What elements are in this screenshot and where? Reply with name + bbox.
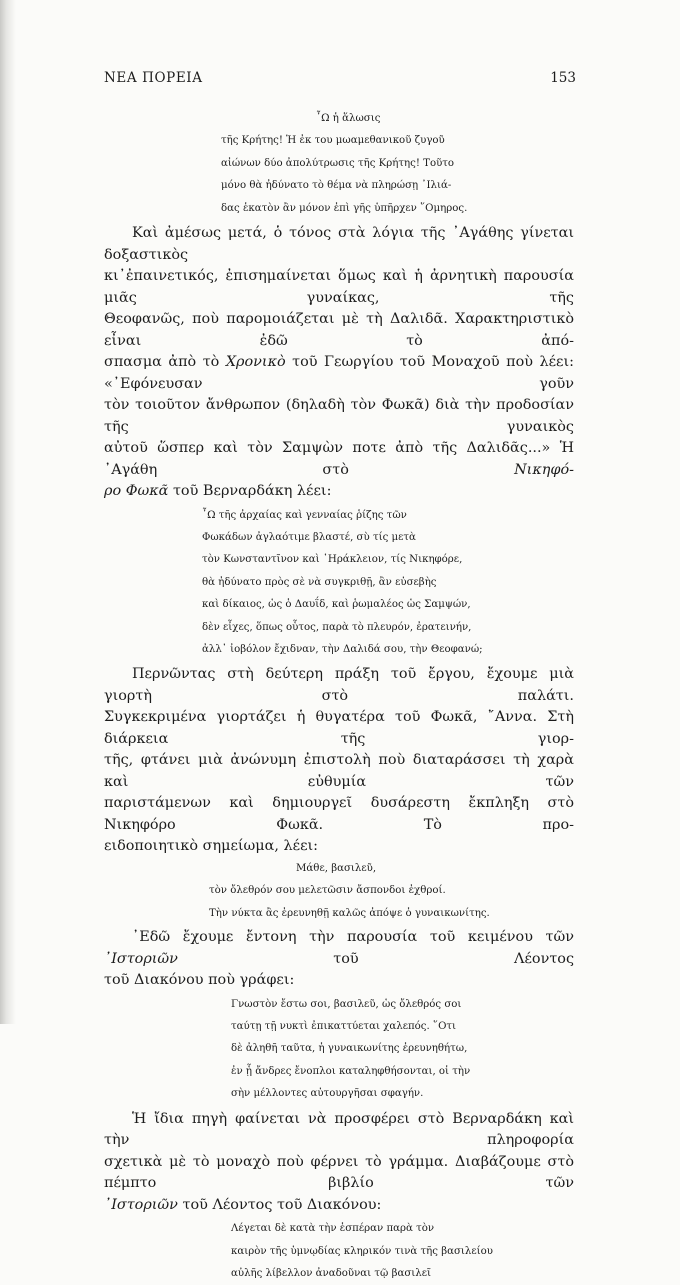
text-segment: παριστάμενων καὶ δημιουργεῖ δυσάρεστη ἔκπληξη στὸ Νικηφόρο Φωκᾶ. Τὸ προ- xyxy=(104,795,574,833)
paragraph-same-source xyxy=(104,1109,574,1217)
page-header xyxy=(104,70,576,90)
quote-verse-3 xyxy=(104,858,574,925)
prose-line xyxy=(104,223,574,266)
verse-line: Τὴν νύκτα ἂς ἐρευνηθῇ καλῶς ἀπόψε ὁ γυναικωνίτης. xyxy=(209,907,490,919)
italic-title: ρο Φωκᾶ xyxy=(104,483,169,500)
text-segment: Περνῶντας στὴ δεύτερη πράξη τοῦ ἔργου, ἔχουμε μιὰ γιορτὴ στὸ παλάτι. xyxy=(104,666,574,704)
text-segment: Θεοφανῶς, ποὺ παρομοιάζεται μὲ τὴ Δαλιδᾶ. Χαρακτηριστικὸ εἶναι ἐδῶ τὸ ἀπό- xyxy=(104,311,574,349)
text-segment: τὸν τοιοῦτον ἄνθρωπον (δηλαδὴ τὸν Φωκᾶ) διὰ τὴν προδοσίαν τῆς γυναικὸς xyxy=(104,397,574,435)
prose-line xyxy=(104,352,574,395)
prose-line xyxy=(104,266,574,309)
page-body xyxy=(104,108,574,1285)
verse-line: δὲ ἀληθῆ ταῦτα, ἡ γυναικωνίτης ἐρευνηθήτω, xyxy=(231,1043,468,1055)
paragraph-agathi xyxy=(104,223,574,503)
prose-line xyxy=(104,481,574,503)
verse-line: μόνο θὰ ἠδύνατο τὸ θέμα νὰ πληρώσῃ ᾽Ιλιά- xyxy=(221,180,452,192)
paragraph-leo-deacon xyxy=(104,927,574,992)
verse-line: καὶ δίκαιος, ὡς ὁ Δαυΐδ, καὶ ῥωμαλέος ὡς Σαμψών, xyxy=(202,599,471,611)
verse-line: Λέγεται δὲ κατὰ τὴν ἑσπέραν παρὰ τὸν xyxy=(231,1223,435,1235)
quote-verse-5 xyxy=(104,1218,574,1285)
page-number: 153 xyxy=(550,70,576,86)
verse-line: ἐν ᾗ ἄνδρες ἔνοπλοι καταληφθήσονται, οἱ τὴν xyxy=(231,1065,471,1077)
text-segment: τοῦ Βερναρδάκη λέει: xyxy=(168,483,332,500)
prose-line xyxy=(104,664,574,707)
verse-line: τὸν Κωνσταντῖνον καὶ ῾Ηράκλειον, τίς Νικηφόρε, xyxy=(202,554,463,566)
quote-verse-2 xyxy=(104,505,574,662)
italic-title: Χρονικὸ xyxy=(225,354,286,371)
verse-line: ῏Ω τῆς ἀρχαίας καὶ γενναίας ῥίζης τῶν xyxy=(202,509,407,521)
verse-line: ταύτῃ τῇ νυκτὶ ἐπικαττύεται χαλεπός. ῞Οτι xyxy=(231,1021,457,1032)
quote-verse-1 xyxy=(104,108,574,220)
quote-verse-4 xyxy=(104,994,574,1106)
verse-line: αὐλῆς λίβελλον ἀναδοῦναι τῷ βασιλεῖ xyxy=(231,1267,432,1279)
prose-line xyxy=(104,1152,574,1195)
text-segment: ᾽Εδῶ ἔχουμε ἔντονη τὴν παρουσία τοῦ κειμένου τῶν xyxy=(132,929,574,946)
text-segment: Ἡ ἴδια πηγὴ φαίνεται νὰ προσφέρει στὸ Βερναρδάκη καὶ τὴν πληροφορία xyxy=(104,1110,574,1149)
prose-line xyxy=(104,750,574,793)
verse-line: θὰ ἠδύνατο πρὸς σὲ νὰ συγκριθῇ, ἂν εὐσεβὴς xyxy=(202,576,437,588)
verse-line: αἰώνων δύο ἀπολύτρωσις τῆς Κρήτης! Τοῦτο xyxy=(221,157,455,169)
text-segment: τοῦ Γεωργίου τοῦ Μοναχοῦ ποὺ λέει: «᾽Εφόνευσαν γοῦν xyxy=(104,354,574,392)
prose-line xyxy=(104,927,574,970)
text-segment: αὐτοῦ ὥσπερ καὶ τὸν Σαμψὼν ποτε ἀπὸ τῆς Δαλιδᾶς...» Ἡ ᾽Αγάθη στὸ xyxy=(104,440,574,478)
prose-line xyxy=(104,970,574,992)
text-segment: τοῦ Λέοντος xyxy=(177,950,574,967)
text-segment: σπασμα ἀπὸ τὸ xyxy=(104,354,226,371)
verse-line: καιρὸν τῆς ὑμνῳδίας κληρικόν τινὰ τῆς βασιλείου xyxy=(231,1245,493,1257)
prose-line xyxy=(104,438,574,481)
paragraph-second-act xyxy=(104,664,574,858)
prose-line xyxy=(104,836,574,858)
verse-line: ῏Ω ἡ ἅλωσις xyxy=(316,113,381,124)
text-segment: Συγκεκριμένα γιορτάζει ἡ θυγατέρα τοῦ Φωκᾶ, ῎Αννα. Στὴ διάρκεια τῆς γιορ- xyxy=(104,709,574,747)
prose-line xyxy=(104,1109,574,1152)
verse-line: τὸν ὄλεθρόν σου μελετῶσιν ἄσπονδοι ἐχθροί. xyxy=(209,885,446,897)
text-segment: τοῦ Διακόνου ποὺ γράφει: xyxy=(104,972,295,989)
text-segment: σχετικὰ μὲ τὸ μοναχὸ ποὺ φέρνει τὸ γράμμα. Διαβάζουμε στὸ πέμπτο βιβλίο τῶν xyxy=(104,1153,574,1192)
text-segment: τῆς, φτάνει μιὰ ἀνώνυμη ἐπιστολὴ ποὺ διαταράσσει τὴ χαρὰ καὶ εὐθυμία τῶν xyxy=(104,752,574,790)
prose-line xyxy=(104,395,574,438)
text-segment: ειδοποιητικὸ σημείωμα, λέει: xyxy=(104,838,319,855)
running-head: ΝΕΑ ΠΟΡΕΙΑ xyxy=(104,70,203,86)
italic-title: ᾽Ιστοριῶν xyxy=(104,1196,178,1213)
text-segment: τοῦ Λέοντος τοῦ Διακόνου: xyxy=(177,1196,382,1213)
prose-line xyxy=(104,707,574,750)
prose-line xyxy=(104,309,574,352)
verse-line: τῆς Κρήτης! Ἡ ἐκ του μωαμεθανικοῦ ζυγοῦ xyxy=(221,135,445,147)
text-segment: κι᾽ἐπαινετικός, ἐπισημαίνεται ὅμως καὶ ἡ ἀρνητικὴ παρουσία μιᾶς γυναίκας, τῆς xyxy=(104,268,574,306)
verse-line: δὲν εἶχες, ὅπως οὗτος, παρὰ τὸ πλευρόν, ἐρατεινήν, xyxy=(202,621,472,633)
text-segment: Καὶ ἀμέσως μετά, ὁ τόνος στὰ λόγια τῆς ᾽Αγάθης γίνεται δοξαστικὸς xyxy=(104,225,574,263)
prose-line xyxy=(104,1195,574,1217)
verse-line: Μάθε, βασιλεῦ, xyxy=(296,862,377,874)
verse-line: Γνωστὸν ἔστω σοι, βασιλεῦ, ὡς ὄλεθρός σοι xyxy=(231,998,462,1010)
italic-title: Νικηφό- xyxy=(514,461,574,478)
verse-line: σὴν μέλλοντες αὐτουργῆσαι σφαγήν. xyxy=(231,1088,424,1100)
verse-line: Φωκάδων ἀγλαότιμε βλαστέ, σὺ τίς μετὰ xyxy=(202,531,416,543)
verse-line: ἀλλ᾽ ἰοβόλον ἔχιδναν, τὴν Δαλιδά σου, τὴν Θεοφανώ; xyxy=(202,643,483,655)
verse-line: δας ἑκατὸν ἂν μόνον ἐπὶ γῆς ὑπῆρχεν ῞Ομηρος. xyxy=(221,202,468,214)
prose-line xyxy=(104,793,574,836)
italic-title: ᾽Ιστοριῶν xyxy=(104,950,178,967)
